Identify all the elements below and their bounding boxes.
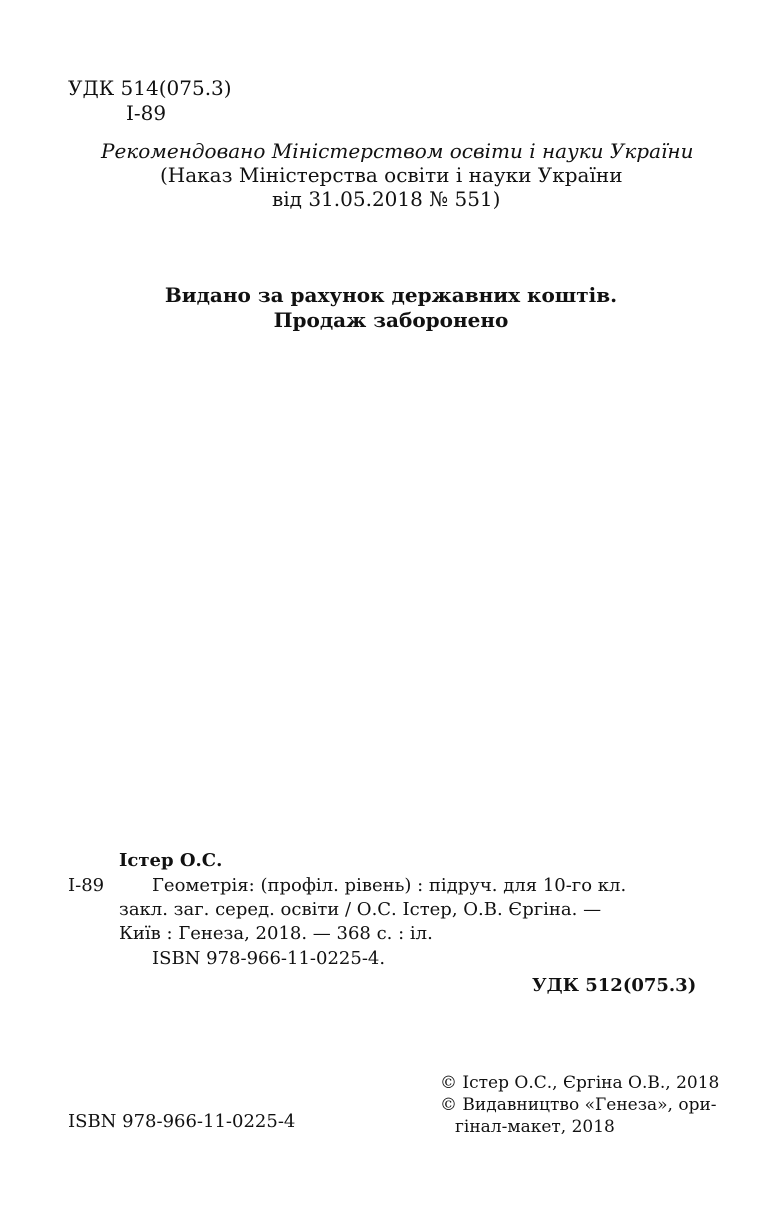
catalog-line-3: Київ : Генеза, 2018. — 368 с. : іл. <box>119 923 433 944</box>
catalog-code: І-89 <box>68 875 105 896</box>
catalog-udk: УДК 512(075.3) <box>532 975 697 996</box>
recommendation-line-1: Рекомендовано Міністерством освіти і науки України <box>101 139 694 163</box>
notice-line-2: Продаж заборонено <box>273 308 509 332</box>
copyright-line-2: © Видавництво «Генеза», ори- <box>440 1095 717 1115</box>
bbk-code-top: І-89 <box>126 101 167 125</box>
copyright-line-3: гінал-макет, 2018 <box>455 1117 615 1137</box>
catalog-isbn: ISBN 978-966-11-0225-4. <box>152 948 386 969</box>
copyright-line-1: © Істер О.С., Єргіна О.В., 2018 <box>440 1073 720 1093</box>
catalog-line-2: закл. заг. серед. освіти / О.С. Істер, О.В. Єргіна. — <box>119 899 602 920</box>
catalog-line-1: Геометрія: (профіл. рівень) : підруч. для 10-го кл. <box>152 875 627 896</box>
notice-line-1: Видано за рахунок державних коштів. <box>164 283 618 307</box>
recommendation-line-2: (Наказ Міністерства освіти і науки України <box>160 163 623 187</box>
udk-code-top: УДК 514(075.3) <box>68 76 232 100</box>
recommendation-line-3: від 31.05.2018 № 551) <box>272 187 501 211</box>
catalog-author: Істер О.С. <box>119 850 223 871</box>
footer-isbn: ISBN 978-966-11-0225-4 <box>68 1111 296 1132</box>
